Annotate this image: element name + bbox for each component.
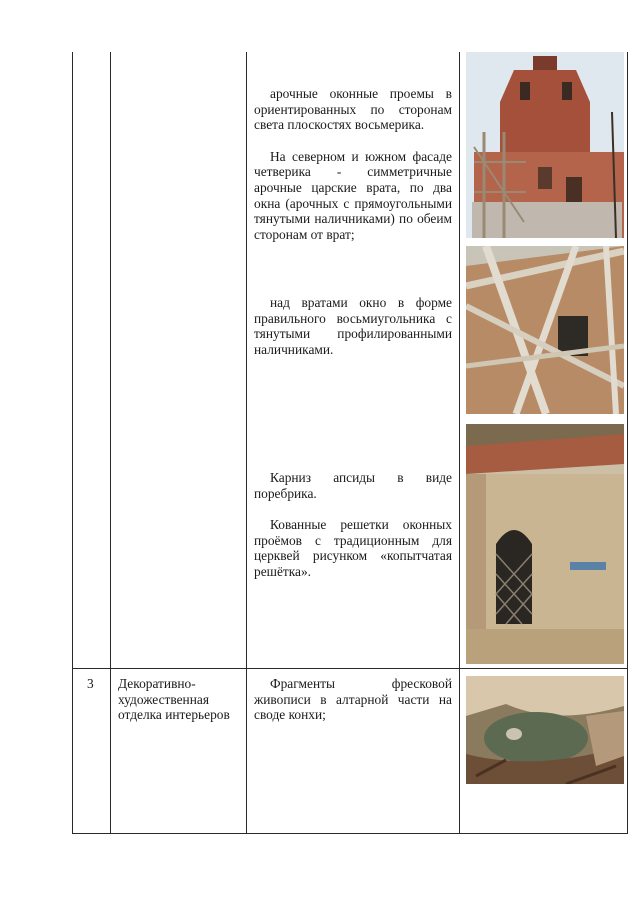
description-block-1: [254, 86, 452, 242]
apse-window-grille-photo: [466, 424, 624, 664]
table-border-left: [72, 52, 73, 834]
table-border-right: [627, 52, 628, 834]
paragraph-fresco-fragments: Фрагменты фресковой живописи в алтарной части на своде конхи;: [254, 676, 452, 723]
description-fresco: [254, 676, 452, 723]
table-border-bottom: [72, 833, 628, 834]
table-border-col1: [110, 52, 111, 834]
description-block-3: [254, 470, 452, 580]
paragraph-window-grilles: Кованные решетки оконных проёмов с традиционным для церквей рисунком «копытчатая решётка».: [254, 517, 452, 579]
table-border-col3: [459, 52, 460, 834]
table-border-col2: [246, 52, 247, 834]
element-name: Декоративно-художественная отделка интерьеров: [118, 676, 230, 723]
paragraph-royal-gates: На северном и южном фасаде четверика - симметричные арочные царские врата, по два окна (арочных с прямоугольными тянутыми наличниками) по обеим сторонам от врат;: [254, 148, 452, 242]
paragraph-apse-cornice: Карниз апсиды в виде поребрика.: [254, 470, 452, 501]
paragraph-window-openings: арочные оконные проемы в ориентированных по сторонам света плоскостях восьмерика.: [254, 86, 452, 133]
description-block-2: [254, 295, 452, 357]
row-number: 3: [87, 676, 94, 691]
church-octagon-photo: [466, 52, 624, 238]
paragraph-octagonal-window: над вратами окно в форме правильного восьмиугольника с тянутыми профилированными наличниками.: [254, 295, 452, 357]
scaffolding-photo: [466, 246, 624, 414]
fresco-fragment-photo: [466, 676, 624, 784]
row-divider: [72, 668, 628, 669]
